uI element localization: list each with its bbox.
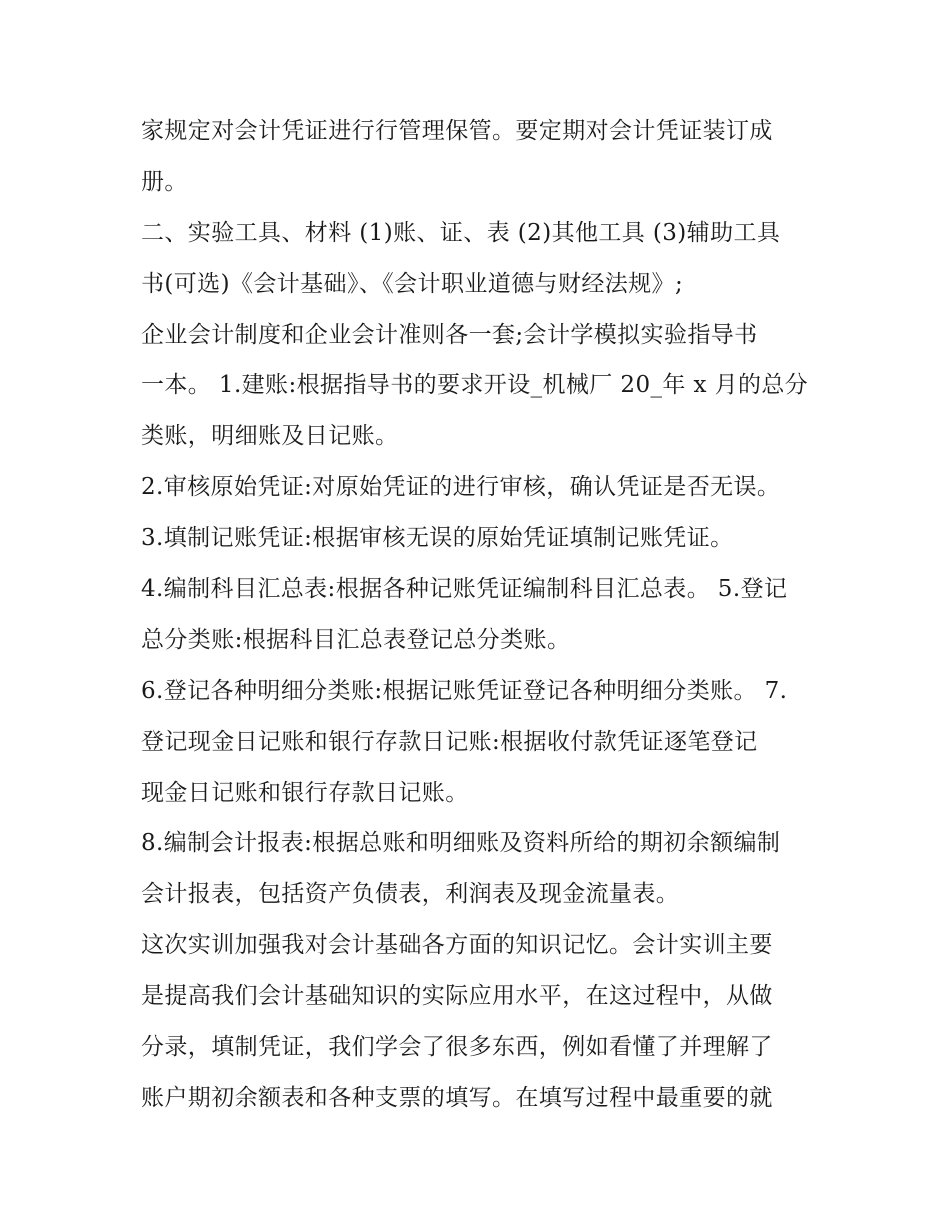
text-line: 3.填制记账凭证:根据审核无误的原始凭证填制记账凭证。: [141, 525, 734, 552]
text-line: 家规定对会计凭证进行行管理保管。要定期对会计凭证装订成: [141, 118, 773, 144]
text-line: 分录，填制凭证，我们学会了很多东西，例如看懂了并理解了: [141, 1034, 773, 1061]
text-line: 登记现金日记账和银行存款日记账:根据收付款凭证逐笔登记: [141, 728, 758, 755]
text-line: 2.审核原始凭证:对原始凭证的进行审核，确认凭证是否无误。: [141, 474, 781, 501]
text-line: 书(可选)《会计基础》、《会计职业道德与财经法规》;: [141, 270, 684, 297]
text-line: 会计报表，包括资产负债表，利润表及现金流量表。: [141, 881, 680, 908]
text-line: 一本。 1.建账:根据指导书的要求开设_机械厂 20_年 x 月的总分: [141, 372, 809, 399]
body-text: [141, 106, 821, 1124]
text-line: 这次实训加强我对会计基础各方面的知识记忆。会计实训主要: [141, 932, 773, 959]
text-line: 4.编制科目汇总表:根据各种记账凭证编制科目汇总表。 5.登记: [141, 576, 788, 603]
text-line: 总分类账:根据科目汇总表登记总分类账。: [141, 626, 571, 653]
text-line: 账户期初余额表和各种支票的填写。在填写过程中最重要的就: [141, 1084, 773, 1111]
text-line: 现金日记账和银行存款日记账。: [141, 779, 469, 806]
text-line: 类账，明细账及日记账。: [141, 423, 399, 450]
text-line: 6.登记各种明细分类账:根据记账凭证登记各种明细分类账。 7.: [141, 677, 788, 704]
text-line: 二、实验工具、材料 (1)账、证、表 (2)其他工具 (3)辅助工具: [141, 219, 781, 246]
text-line: 是提高我们会计基础知识的实际应用水平，在这过程中，从做: [141, 983, 773, 1010]
text-line: 册。: [141, 168, 188, 195]
text-line: 8.编制会计报表:根据总账和明细账及资料所给的期初余额编制: [141, 830, 781, 857]
text-line: 企业会计制度和企业会计准则各一套;会计学模拟实验指导书: [141, 321, 758, 348]
